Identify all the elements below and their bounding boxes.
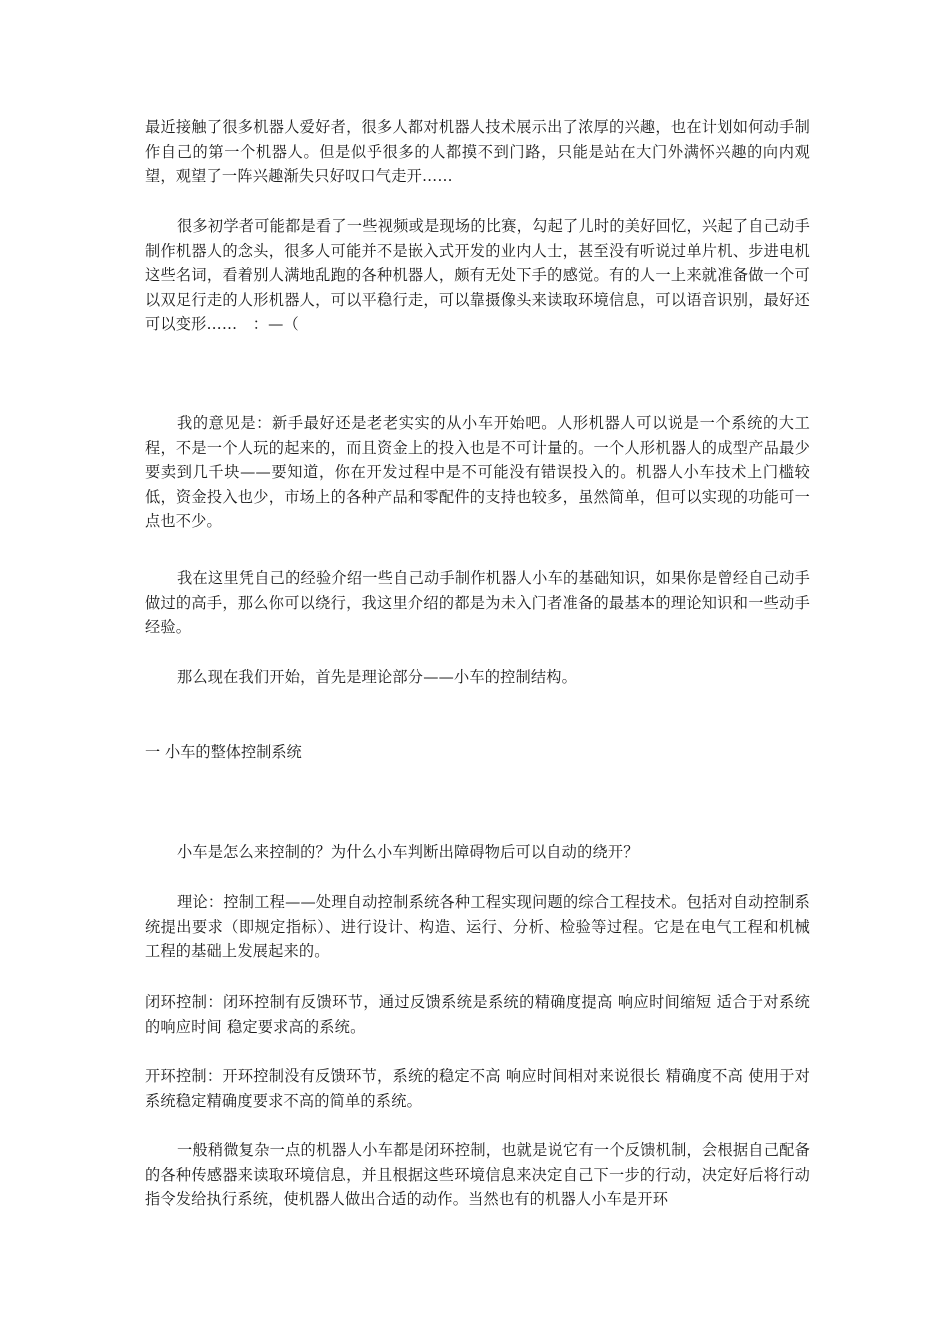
section-heading: 一 小车的整体控制系统 (145, 743, 302, 761)
closing-paragraph: 一般稍微复杂一点的机器人小车都是闭环控制，也就是说它有一个反馈机制，会根据自己配备的各种传感器来读取环境信息，并且根据这些环境信息来决定自己下一步的行动，决定好后将行动指令发给执行系统，使机器人做出合适的动作。当然也有的机器人小车是开环 (145, 1141, 810, 1208)
theory-paragraph: 理论：控制工程——处理自动控制系统各种工程实现问题的综合工程技术。包括对自动控制系统提出要求（即规定指标）、进行设计、构造、运行、分析、检验等过程。它是在电气工程和机械工程的基础上发展起来的。 (145, 893, 810, 960)
start-paragraph: 那么现在我们开始，首先是理论部分——小车的控制结构。 (177, 668, 578, 686)
open-loop-paragraph: 开环控制：开环控制没有反馈环节，系统的稳定不高 响应时间相对来说很长 精确度不高 使用于对系统稳定精确度要求不高的简单的系统。 (145, 1067, 810, 1110)
experience-paragraph: 我在这里凭自己的经验介绍一些自己动手制作机器人小车的基础知识，如果你是曾经自己动手做过的高手，那么你可以绕行，我这里介绍的都是为未入门者准备的最基本的理论知识和一些动手经验。 (145, 569, 810, 636)
intro-paragraph: 最近接触了很多机器人爱好者，很多人都对机器人技术展示出了浓厚的兴趣，也在计划如何动手制作自己的第一个机器人。但是似乎很多的人都摸不到门路，只能是站在大门外满怀兴趣的向内观望，观望了一阵兴趣渐失只好叹口气走开…… (145, 118, 810, 185)
closed-loop-paragraph: 闭环控制：闭环控制有反馈环节，通过反馈系统是系统的精确度提高 响应时间缩短 适合于对系统的响应时间 稳定要求高的系统。 (145, 993, 810, 1036)
question-paragraph: 小车是怎么来控制的？为什么小车判断出障碍物后可以自动的绕开？ (177, 843, 639, 861)
beginner-paragraph: 很多初学者可能都是看了一些视频或是现场的比赛，勾起了儿时的美好回忆，兴起了自己动手制作机器人的念头，很多人可能并不是嵌入式开发的业内人士，甚至没有听说过单片机、步进电机这些名词，看着别人满地乱跑的各种机器人，颇有无处下手的感觉。有的人一上来就准备做一个可以双足行走的人形机器人，可以平稳行走，可以靠摄像头来读取环境信息，可以语音识别，最好还可以变形…… ：—（ (145, 217, 810, 333)
opinion-paragraph: 我的意见是：新手最好还是老老实实的从小车开始吧。人形机器人可以说是一个系统的大工程，不是一个人玩的起来的，而且资金上的投入也是不可计量的。一个人形机器人的成型产品最少要卖到几千块——要知道，你在开发过程中是不可能没有错误投入的。机器人小车技术上门槛较低，资金投入也少，市场上的各种产品和零配件的支持也较多，虽然简单，但可以实现的功能可一点也不少。 (145, 414, 810, 530)
